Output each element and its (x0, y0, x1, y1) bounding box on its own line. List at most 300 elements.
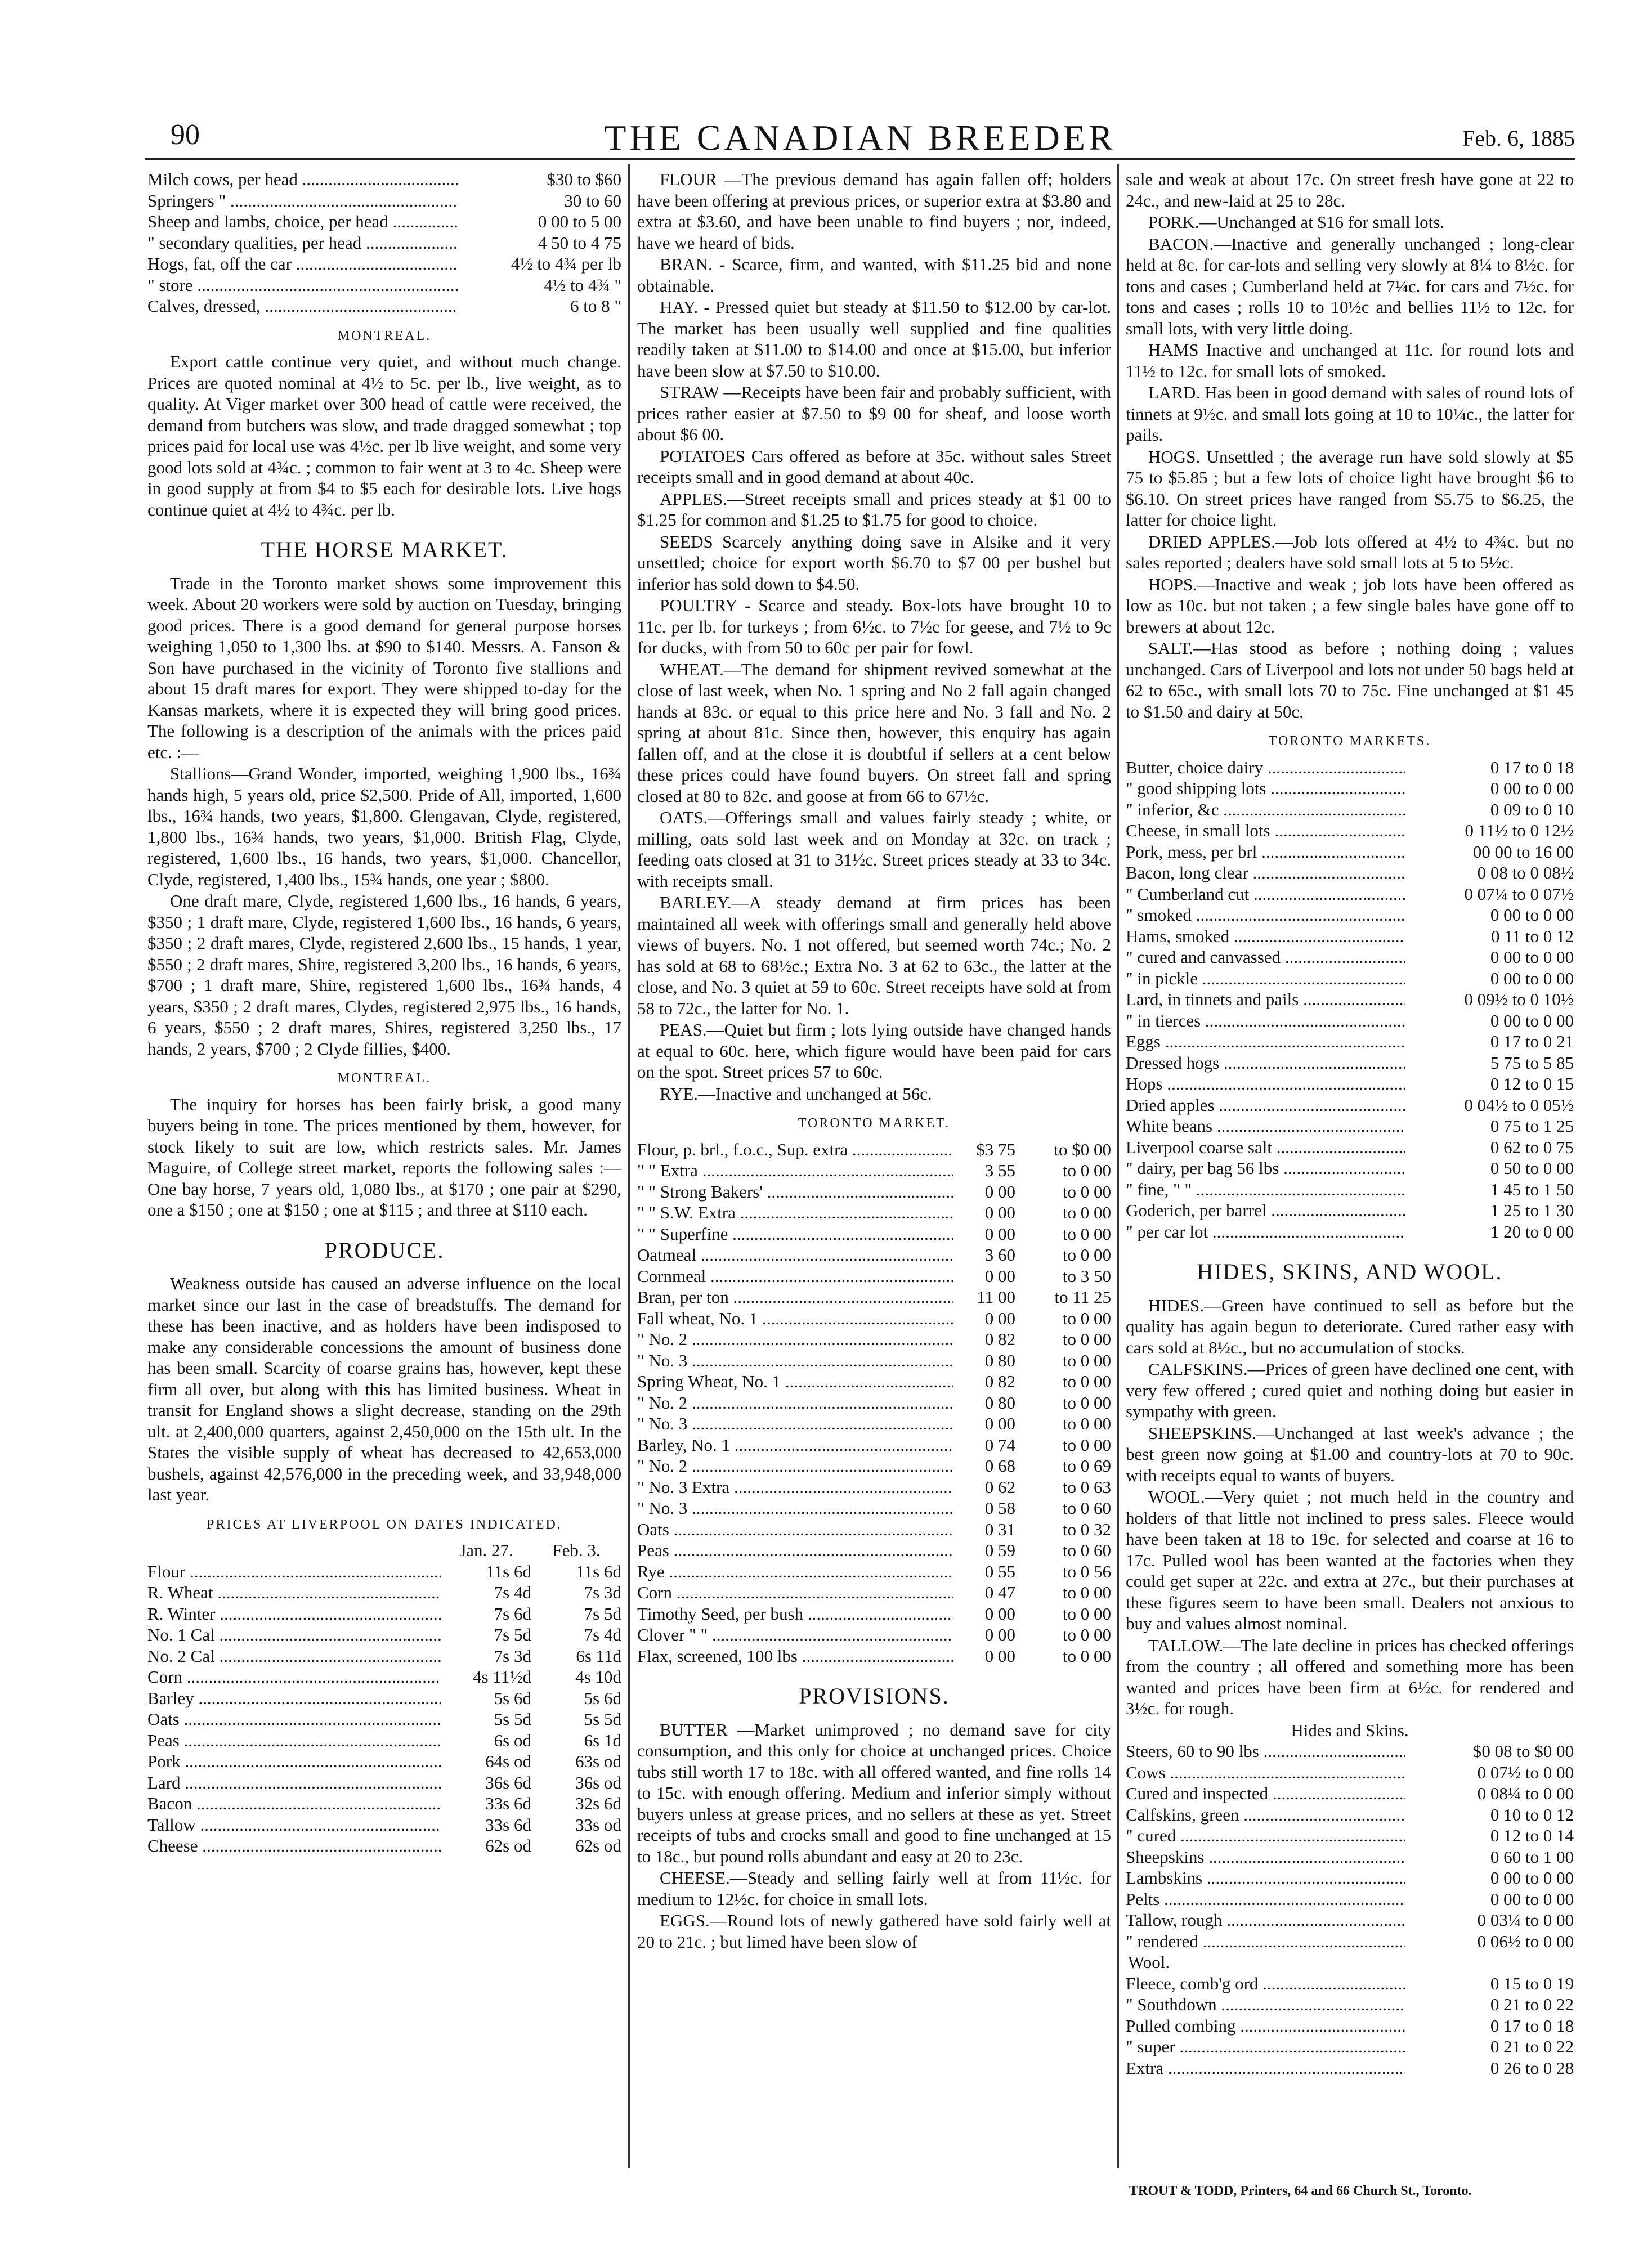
price-row (147, 1751, 621, 1772)
price-row (1126, 989, 1574, 1010)
column-3 (1126, 169, 1574, 2078)
price-row-label: Flour ..... (147, 1561, 441, 1583)
price-row-value: 11s 6d (576, 1561, 621, 1581)
price-row (637, 1287, 1111, 1308)
price-row-label: Peas ..... (147, 1730, 441, 1751)
liverpool-col-header: Jan. 27. (459, 1540, 513, 1560)
price-row (1126, 2058, 1574, 2079)
price-row-label: R. Winter ..... (147, 1603, 441, 1625)
price-row (147, 1646, 621, 1667)
price-row-label: Timothy Seed, per bush ..... (637, 1603, 953, 1625)
price-row (147, 211, 621, 232)
price-row (1126, 1137, 1574, 1158)
wool-price-table (1126, 1973, 1574, 2079)
price-row-value: 0 59 (984, 1540, 1015, 1560)
price-row (1126, 904, 1574, 926)
price-row-value: 0 04½ to 0 05½ (1464, 1095, 1574, 1115)
price-row-label: " No. 2 ..... (637, 1329, 953, 1350)
price-row (637, 1540, 1111, 1561)
price-row-label: " No. 2 ..... (637, 1392, 953, 1414)
price-row (1126, 884, 1574, 905)
seeds-report: SEEDS Scarcely anything doing save in Alsike and it very unsettled; choice for export worth $6.70 to $7 00 per bushel but inferior has sold down to $4.50. (637, 531, 1111, 594)
price-row-value: 0 80 (984, 1350, 1015, 1370)
price-row-value: 7s 6d (494, 1603, 531, 1624)
price-row-value: 0 09½ to 0 10½ (1464, 989, 1574, 1009)
price-row-label: " store ..... (147, 275, 458, 296)
price-row-label: Clover " " ..... (637, 1624, 953, 1646)
hogs-report: HOGS. Unsettled ; the average run have sold slowly at $5 75 to $5.85 ; but a few lots of choice light have brought $6 to $6.10. On street prices have ranged from $5.75 to $6.25, the latter for choice light. (1126, 446, 1574, 530)
price-row-label: " in pickle ..... (1126, 968, 1405, 989)
price-row-label: " cured and canvassed ..... (1126, 947, 1405, 968)
price-row (1126, 1889, 1574, 1910)
price-row-label: Corn ..... (147, 1666, 441, 1688)
price-row-value: 0 21 to 0 22 (1490, 1995, 1574, 2014)
price-row-value: 64s od (485, 1751, 531, 1771)
price-row-value: 4½ to 4¾ " (544, 275, 621, 295)
price-row-value: 0 82 (984, 1329, 1015, 1349)
peas-report: PEAS.—Quiet but firm ; lots lying outside have changed hands at equal to 60c. here, which figure would have been paid for cars on the spot. Street prices 57 to 60c. (637, 1020, 1111, 1082)
price-row (1126, 1073, 1574, 1095)
bacon-report: BACON.—Inactive and generally unchanged ; long-clear held at 8c. for car-lots and selling very slowly at 8¼ to 8½c. for tons and cases ; Cumberland held at 7¼c. for cars and 7½c. for tons and cases ; rolls 10 to 10½c and bellies 11½ to 12c. for small lots, with very little doing. (1126, 234, 1574, 338)
price-row-value: 0 58 (984, 1498, 1015, 1518)
bran-report: BRAN. - Scarce, firm, and wanted, with $11.25 bid and none obtainable. (637, 254, 1111, 295)
price-row-label: " No. 2 ..... (637, 1455, 953, 1477)
price-row (147, 1835, 621, 1857)
price-row (1126, 1783, 1574, 1804)
straw-report: STRAW —Receipts have been fair and probably sufficient, with prices rather easier at $7.50 to $9 00 for sheaf, and loose worth about $6 00. (637, 382, 1111, 444)
price-row-value: 11s 6d (486, 1561, 531, 1581)
price-row-label: Sheep and lambs, choice, per head ..... (147, 211, 458, 232)
price-row-label: " Southdown ..... (1126, 1994, 1405, 2015)
price-row-value: 0 62 to 0 75 (1490, 1137, 1574, 1157)
price-row-label: Hams, smoked ..... (1126, 926, 1405, 947)
price-row (147, 1603, 621, 1625)
price-row-label: Oats ..... (147, 1709, 441, 1730)
price-row-label: Calves, dressed, ..... (147, 295, 458, 317)
price-row-value: to 0 00 (1062, 1583, 1111, 1602)
price-row-value: to 0 00 (1062, 1625, 1111, 1644)
price-row-value: 00 00 to 16 00 (1472, 841, 1574, 862)
price-row-value: 5s 6d (584, 1688, 621, 1708)
price-row-label: Cornmeal ..... (637, 1266, 953, 1287)
price-row-label: Cheese ..... (147, 1835, 441, 1857)
price-row-label: Oats ..... (637, 1519, 953, 1540)
price-row-label: Pelts ..... (1126, 1889, 1405, 1910)
price-row-label: " " Superfine ..... (637, 1223, 953, 1245)
price-row-value: 7s 4d (494, 1583, 531, 1602)
price-row-value: to 0 00 (1062, 1181, 1111, 1202)
price-row-value: to 0 00 (1062, 1603, 1111, 1624)
price-row-value: to 0 00 (1062, 1350, 1111, 1370)
price-row-label: Flour, p. brl., f.o.c., Sup. extra ..... (637, 1139, 953, 1160)
price-row-label: Tallow ..... (147, 1814, 441, 1836)
price-row-label: No. 2 Cal ..... (147, 1646, 441, 1667)
price-row-value: 6s 1d (584, 1730, 621, 1750)
publication-title: THE CANADIAN BREEDER (604, 118, 1116, 158)
price-row (147, 1624, 621, 1646)
price-row-label: Oatmeal ..... (637, 1244, 953, 1266)
price-row (1126, 1867, 1574, 1889)
price-row (147, 1688, 621, 1709)
price-row-label: Hops ..... (1126, 1073, 1405, 1095)
price-row-value: 0 82 (984, 1372, 1015, 1391)
price-row-value: 33s od (575, 1814, 621, 1835)
price-row-label: Fleece, comb'g ord ..... (1126, 1973, 1405, 1995)
price-row-label: Bran, per ton ..... (637, 1287, 953, 1308)
price-row-value: 0 00 (984, 1223, 1015, 1244)
price-row-value: 5 75 to 5 85 (1490, 1052, 1574, 1073)
price-row (637, 1582, 1111, 1603)
price-row-value: 0 00 (984, 1181, 1015, 1202)
price-row (1126, 1741, 1574, 1762)
price-row-value: 0 07½ to 0 00 (1477, 1762, 1574, 1782)
price-row (637, 1413, 1111, 1435)
price-row-label: Pork, mess, per brl ..... (1126, 841, 1405, 863)
livestock-price-list (147, 169, 621, 317)
price-row-value: 0 06½ to 0 00 (1477, 1931, 1574, 1951)
barley-report: BARLEY.—A steady demand at firm prices has been maintained all week with offerings small and generally held above views of buyers. No. 1 not offered, but seemed worth 74c.; No. 2 has sold at 68 to 68½c.; Extra No. 3 at 62 to 63c., the latter at the close, and No. 3 quiet at 59 to 60c. Street receipts have sold at from 58 to 72c., the latter for No. 1. (637, 893, 1111, 1018)
toronto-grain-price-table (637, 1139, 1111, 1667)
price-row-value: 0 62 (984, 1477, 1015, 1497)
price-row-value: $30 to $60 (547, 169, 621, 189)
price-row-value: to 0 00 (1062, 1392, 1111, 1413)
price-row (637, 1350, 1111, 1372)
price-row-value: 0 11 to 0 12 (1491, 926, 1574, 946)
price-row-value: 7s 4d (584, 1625, 621, 1644)
price-row-label: " " Extra ..... (637, 1160, 953, 1181)
price-row-value: 0 00 to 0 00 (1490, 905, 1574, 925)
sheepskins-report: SHEEPSKINS.—Unchanged at last week's advance ; the best green now going at $1.00 and country-lots at 70 to 90c. with receipts equal to wants of buyers. (1126, 1423, 1574, 1485)
price-row-value: to 3 50 (1062, 1266, 1111, 1286)
price-row-value: to 0 63 (1062, 1477, 1111, 1497)
price-row-label: " per car lot ..... (1126, 1221, 1405, 1243)
butter-report: BUTTER —Market unimproved ; no demand save for city consumption, and this only for choice at unchanged prices. Choice tubs still worth 17 to 18c. with all offered wanted, and fine rolls 14 to 15c. with enough offering. Medium and inferior simply without buyers unless at grease prices, and no sellers at these as yet. Street receipts of tubs and crocks small and good to fine unchanged at 15 to 18c., but pound rolls abundant and easy at 20 to 23c. (637, 1719, 1111, 1866)
wool-subheading: Wool. (1128, 1952, 1170, 1972)
price-row-value: 0 00 to 0 00 (1490, 778, 1574, 798)
price-row-label: Steers, 60 to 90 lbs ..... (1126, 1741, 1405, 1762)
price-row-value: to 0 00 (1062, 1160, 1111, 1180)
hides-price-table (1126, 1741, 1574, 1952)
price-row-value: 62s od (575, 1836, 621, 1855)
price-row (1126, 1158, 1574, 1179)
price-row-label: Lambskins ..... (1126, 1867, 1405, 1889)
hops-report: HOPS.—Inactive and weak ; job lots have been offered as low as 10c. but not taken ; a few single bales have gone off to brewers at about 12c. (1126, 574, 1574, 637)
price-row (147, 1730, 621, 1751)
price-row-value: 0 00 (984, 1414, 1015, 1433)
price-row-label: " dairy, per bag 56 lbs ..... (1126, 1158, 1405, 1179)
price-row-value: 0 03¼ to 0 00 (1477, 1910, 1574, 1930)
price-row-value: 36s 6d (485, 1772, 531, 1792)
price-row (147, 1793, 621, 1814)
price-row (637, 1202, 1111, 1223)
price-row (1126, 820, 1574, 841)
price-row-value: 0 00 to 0 00 (1490, 1010, 1574, 1030)
potatoes-report: POTATOES Cars offered as before at 35c. without sales Street receipts small and in good demand at about 40c. (637, 446, 1111, 487)
price-row-label: Eggs ..... (1126, 1031, 1405, 1052)
price-row-label: Bacon, long clear ..... (1126, 862, 1405, 884)
column-2 (637, 169, 1111, 1953)
cheese-report: CHEESE.—Steady and selling fairly well at from 11½c. for medium to 12½c. for choice in small lots. (637, 1868, 1111, 1909)
liverpool-prices-heading: PRICES AT LIVERPOOL ON DATES INDICATED. (207, 1517, 562, 1532)
price-row-value: 1 45 to 1 50 (1490, 1179, 1574, 1199)
hides-skins-subheading: Hides and Skins. (1291, 1720, 1409, 1740)
price-row (1126, 1994, 1574, 2015)
price-row-label: " rendered ..... (1126, 1931, 1405, 1952)
price-row (1126, 1010, 1574, 1032)
price-row-value: 4½ to 4¾ per lb (511, 254, 621, 274)
price-row-value: 0 08 to 0 08½ (1477, 863, 1574, 882)
price-row-label: Barley ..... (147, 1688, 441, 1709)
price-row-label: Milch cows, per head ..... (147, 169, 458, 190)
price-row-value: to 0 60 (1062, 1540, 1111, 1560)
price-row (637, 1455, 1111, 1477)
price-row (1126, 1200, 1574, 1221)
price-row (637, 1498, 1111, 1519)
price-row (1126, 926, 1574, 947)
price-row-label: Pork ..... (147, 1751, 441, 1772)
price-row-label: Peas ..... (637, 1540, 953, 1561)
price-row (1126, 1846, 1574, 1868)
price-row-label: Rye ..... (637, 1561, 953, 1583)
issue-date: Feb. 6, 1885 (1462, 126, 1575, 151)
price-row-label: Fall wheat, No. 1 ..... (637, 1308, 953, 1329)
price-row-value: 0 00 (984, 1266, 1015, 1286)
price-row-value: 32s 6d (575, 1794, 621, 1813)
provisions-heading: PROVISIONS. (799, 1683, 950, 1709)
price-row-value: 0 12 to 0 15 (1490, 1074, 1574, 1093)
price-row-value: $0 08 to $0 00 (1472, 1741, 1574, 1761)
price-row-label: Spring Wheat, No. 1 ..... (637, 1371, 953, 1392)
header-rule (145, 158, 1575, 160)
price-row-label: " in tierces ..... (1126, 1010, 1405, 1032)
price-row-label: " " S.W. Extra ..... (637, 1202, 953, 1223)
price-row-label: " smoked ..... (1126, 904, 1405, 926)
price-row (637, 1561, 1111, 1583)
price-row-label: " super ..... (1126, 2036, 1405, 2058)
price-row-value: to 0 00 (1062, 1245, 1111, 1265)
price-row-value: 0 75 to 1 25 (1490, 1116, 1574, 1136)
price-row-value: 0 00 to 0 00 (1490, 947, 1574, 967)
price-row (637, 1266, 1111, 1287)
price-row (637, 1244, 1111, 1266)
price-row (1126, 1095, 1574, 1116)
price-row (1126, 1221, 1574, 1243)
price-row-value: to 0 00 (1062, 1203, 1111, 1222)
column-1 (147, 169, 621, 1857)
price-row-value: 30 to 60 (564, 190, 621, 210)
price-row-value: 33s 6d (485, 1814, 531, 1835)
hams-report: HAMS Inactive and unchanged at 11c. for round lots and 11½ to 12c. for small lots of smoked. (1126, 340, 1574, 381)
column-divider-right (1117, 164, 1119, 2168)
price-row-value: 0 08¼ to 0 00 (1477, 1783, 1574, 1803)
tallow-report: TALLOW.—The late decline in prices has checked offerings from the country ; all offered and something more has been wanted and prices have been firm at 6½c. for rendered and 3½c. for rough. (1126, 1635, 1574, 1718)
price-row (147, 1709, 621, 1730)
price-row-value: 0 31 (984, 1519, 1015, 1539)
price-row-label: " good shipping lots ..... (1126, 778, 1405, 799)
price-row (147, 295, 621, 317)
price-row-label: R. Wheat ..... (147, 1582, 441, 1603)
price-row-value: 7s 5d (494, 1625, 531, 1644)
wool-report: WOOL.—Very quiet ; not much held in the country and holders of that little not inclined to press sales. Fleece would have been taken at 18 to 19c. for selected and coarse at 16 to 17c. Pulled wool has been wanted at the factories when they could get super at 22c. and extra at 27c., but their purchases at these figures seem to have been small. Dealers not anxious to buy and values almost nominal. (1126, 1487, 1574, 1633)
price-row-value: 0 17 to 0 18 (1490, 2015, 1574, 2036)
produce-report: Weakness outside has caused an adverse influence on the local market since our last in the case of breadstuffs. The demand for these has been inactive, and as holders have been indisposed to make any considerable concessions the amount of business done has been small. Scarcity of coarse grains has, however, kept these firm all over, but along with this has limited business. Wheat in transit for England shows a slight decrease, standing on the 29th ult. at 2,400,000 quarters, against 2,450,000 on the 15th ult. In the States the visible supply of wheat has decreased to 42,653,000 bushels, against 42,576,000 in the preceding week, and 33,948,000 last year. (147, 1274, 621, 1504)
price-row-value: 1 20 to 0 00 (1490, 1221, 1574, 1241)
price-row (147, 1561, 621, 1583)
price-row-value: 0 00 (984, 1646, 1015, 1666)
price-row-value: to 0 60 (1062, 1498, 1111, 1518)
price-row (1126, 968, 1574, 989)
price-row (1126, 1762, 1574, 1783)
price-row (637, 1435, 1111, 1456)
price-row-label: White beans ..... (1126, 1115, 1405, 1137)
price-row-value: 6 to 8 " (570, 296, 621, 316)
eggs-report: EGGS.—Round lots of newly gathered have sold fairly well at 20 to 21c. ; but limed have been slow of (637, 1911, 1111, 1952)
price-row-value: 0 11½ to 0 12½ (1465, 821, 1574, 840)
price-row (637, 1160, 1111, 1181)
price-row-value: 63s od (575, 1751, 621, 1771)
price-row (147, 1582, 621, 1603)
toronto-markets-heading: TORONTO MARKETS. (1268, 734, 1431, 749)
price-row-value: 0 12 to 0 14 (1490, 1826, 1574, 1845)
price-row-label: Barley, No. 1 ..... (637, 1435, 953, 1456)
price-row (637, 1477, 1111, 1498)
price-row-value: 7s 3d (494, 1646, 531, 1666)
salt-report: SALT.—Has stood as before ; nothing doing ; values unchanged. Cars of Liverpool and lots not under 50 bags held at 62 to 65c., with small lots 70 to 75c. Fine unchanged at $1 45 to $1.50 and dairy at 50c. (1126, 638, 1574, 721)
price-row-value: 11 00 (977, 1287, 1015, 1307)
price-row-label: Springers " ..... (147, 190, 458, 212)
page-header (145, 117, 1575, 156)
calfskins-report: CALFSKINS.—Prices of green have declined one cent, with very few offered ; cured quiet and nothing doing but easier in sympathy with green. (1126, 1359, 1574, 1421)
price-row-value: to 0 00 (1062, 1435, 1111, 1455)
lard-report: LARD. Has been in good demand with sales of round lots of tinnets at 9½c. and small lots going at 10 to 10¼c., the latter for pails. (1126, 383, 1574, 445)
montreal-horse-report: The inquiry for horses has been fairly brisk, a good many buyers being in tone. The prices mentioned by them, however, for stock likely to suit are low, which restricts sales. Mr. James Maguire, of College street market, reports the following sales :—One bay horse, 7 years old, 1,080 lbs., at $170 ; one pair at $290, one a $150 ; one at $150 ; one at $115 ; and three at $110 each. (147, 1094, 621, 1220)
price-row-label: Cows ..... (1126, 1762, 1405, 1783)
price-row (1126, 1031, 1574, 1052)
price-row-label: Goderich, per barrel ..... (1126, 1200, 1405, 1221)
price-row-value: 0 00 to 0 00 (1490, 968, 1574, 988)
price-row-value: to 0 00 (1062, 1223, 1111, 1244)
price-row (637, 1371, 1111, 1392)
price-row-value: 0 50 to 0 00 (1490, 1158, 1574, 1178)
price-row-value: 0 10 to 0 12 (1490, 1804, 1574, 1825)
price-row-label: " secondary qualities, per head ..... (147, 232, 458, 254)
price-row-label: " cured ..... (1126, 1825, 1405, 1846)
price-row-label: Pulled combing ..... (1126, 2015, 1405, 2037)
price-row-label: Corn ..... (637, 1582, 953, 1603)
price-row-value: 0 17 to 0 18 (1490, 757, 1574, 777)
price-row-value: 0 00 (984, 1308, 1015, 1328)
price-row (1126, 862, 1574, 884)
price-row (1126, 778, 1574, 799)
price-row (1126, 1910, 1574, 1931)
price-row-value: 0 00 (984, 1625, 1015, 1644)
price-row-value: to 0 00 (1062, 1414, 1111, 1433)
price-row-value: 0 21 to 0 22 (1490, 2037, 1574, 2056)
price-row-value: 0 80 (984, 1392, 1015, 1413)
price-row (1126, 1973, 1574, 1995)
price-row-label: " fine, " " ..... (1126, 1179, 1405, 1200)
apples-report: APPLES.—Street receipts small and prices steady at $1 00 to $1.25 for common and $1.25 to $1.75 for good to choice. (637, 488, 1111, 530)
horse-market-paragraph: Trade in the Toronto market shows some improvement this week. About 20 workers were sold by auction on Tuesday, bringing good prices. There is a good demand for general purpose horses weighing 1,050 to 1,300 lbs. at $90 to $140. Messrs. A. Fanson & Son have purchased in the vicinity of Toronto five stallions and about 15 draft mares for export. They were shipped to-day for the Kansas markets, where it is expected they will bring good prices. The following is a description of the animals with the prices paid etc. :— (147, 573, 621, 762)
price-row-value: 36s od (575, 1772, 621, 1792)
toronto-provisions-price-table (1126, 757, 1574, 1243)
price-row-value: to 0 00 (1062, 1329, 1111, 1349)
pork-report: PORK.—Unchanged at $16 for small lots. (1148, 212, 1445, 232)
flour-report: FLOUR —The previous demand has again fallen off; holders have been offering at previous prices, or superior extra at $3.80 and extra at $3.60, and have been unable to find buyers ; nor, indeed, have we heard of bids. (637, 169, 1111, 253)
price-row-label: " inferior, &c ..... (1126, 799, 1405, 821)
price-row-value: 0 26 to 0 28 (1490, 2058, 1574, 2078)
price-row (147, 190, 621, 212)
price-row (1126, 1179, 1574, 1200)
price-row-label: Bacon ..... (147, 1793, 441, 1814)
hay-report: HAY. - Pressed quiet but steady at $11.50 to $12.00 by car-lot. The market has been usually well supplied and fine qualities readily taken at $11.00 to $14.00 and once at $15.00, but inferior have been slow at $7.50 to $10.00. (637, 297, 1111, 380)
eggs-report-continued: sale and weak at about 17c. On street fresh have gone at 22 to 24c., and new-laid at 25 to 28c. (1126, 169, 1574, 210)
price-row-value: 0 47 (984, 1583, 1015, 1602)
price-row (147, 275, 621, 296)
hides-report: HIDES.—Green have continued to sell as before but the quality has again begun to deteriorate. Cured rather easy with cars sold at 8½c., but no accumulation of stocks. (1126, 1295, 1574, 1357)
price-row-value: 0 09 to 0 10 (1490, 799, 1574, 819)
price-row-value: 0 68 (984, 1456, 1015, 1476)
column-divider-left (628, 164, 630, 2168)
price-row (637, 1646, 1111, 1667)
price-row (147, 1666, 621, 1688)
price-row-label: Cheese, in small lots ..... (1126, 820, 1405, 841)
price-row-label: " No. 3 ..... (637, 1498, 953, 1519)
price-row (147, 1814, 621, 1836)
price-row-value: 4s 11½d (473, 1667, 531, 1687)
price-row (1126, 1804, 1574, 1826)
price-row-value: 0 55 (984, 1561, 1015, 1581)
price-row-label: No. 1 Cal ..... (147, 1624, 441, 1646)
price-row (1126, 1825, 1574, 1846)
price-row-label: Tallow, rough ..... (1126, 1910, 1405, 1931)
price-row (637, 1392, 1111, 1414)
price-row (637, 1603, 1111, 1625)
price-row-value: to 0 32 (1062, 1519, 1111, 1539)
price-row-value: 0 17 to 0 21 (1490, 1032, 1574, 1051)
price-row-value: 7s 3d (584, 1583, 621, 1602)
price-row (637, 1223, 1111, 1245)
price-row (1126, 1931, 1574, 1952)
price-row (637, 1624, 1111, 1646)
price-row-value: 6s 11d (576, 1646, 621, 1666)
price-row-value: 0 00 to 0 00 (1490, 1868, 1574, 1888)
price-row-value: 0 00 (984, 1203, 1015, 1222)
horse-market-paragraph: One draft mare, Clyde, registered 1,600 lbs., 16 hands, 6 years, $350 ; 1 draft mare, Clyde, registered 1,600 lbs., 16 hands, 6 years, $350 ; 2 draft mares, Clyde, registered 2,600 lbs., 15 hands, 1 year, $550 ; 2 draft mares, Shire, registered 3,200 lbs., 16 hands, 6 years, $700 ; 1 draft mare, Shire, registered 1,600 lbs., 16¾ hands, 4 years, $350 ; 2 draft mares, Clydes, registered 2,975 lbs., 16 hands, 6 years, $550 ; 2 draft mares, Shires, registered 3,250 lbs., 17 hands, 2 years, $700 ; 2 Clyde fillies, $400. (147, 891, 621, 1059)
produce-heading: PRODUCE. (324, 1237, 445, 1263)
price-row-value: to 0 00 (1062, 1308, 1111, 1328)
price-row-value: to 0 00 (1062, 1372, 1111, 1391)
price-row-label: Dried apples ..... (1126, 1095, 1405, 1116)
price-row-value: to 0 00 (1062, 1646, 1111, 1666)
price-row-label: Cured and inspected ..... (1126, 1783, 1405, 1804)
price-row-label: Hogs, fat, off the car ..... (147, 253, 458, 275)
price-row-value: 3 60 (984, 1245, 1015, 1265)
price-row-label: Lard ..... (147, 1772, 441, 1794)
price-row (637, 1308, 1111, 1329)
price-row-value: 7s 5d (584, 1603, 621, 1624)
price-row-value: $3 75 (976, 1139, 1015, 1159)
montreal-cattle-heading: MONTREAL. (337, 328, 432, 343)
price-row (1126, 2015, 1574, 2037)
price-row (147, 169, 621, 190)
price-row-label: " Cumberland cut ..... (1126, 884, 1405, 905)
price-row-value: 33s 6d (485, 1794, 531, 1813)
price-row-label: Extra ..... (1126, 2058, 1405, 2079)
price-row-value: 1 25 to 1 30 (1490, 1200, 1574, 1220)
price-row (1126, 1052, 1574, 1074)
price-row-label: Liverpool coarse salt ..... (1126, 1137, 1405, 1158)
